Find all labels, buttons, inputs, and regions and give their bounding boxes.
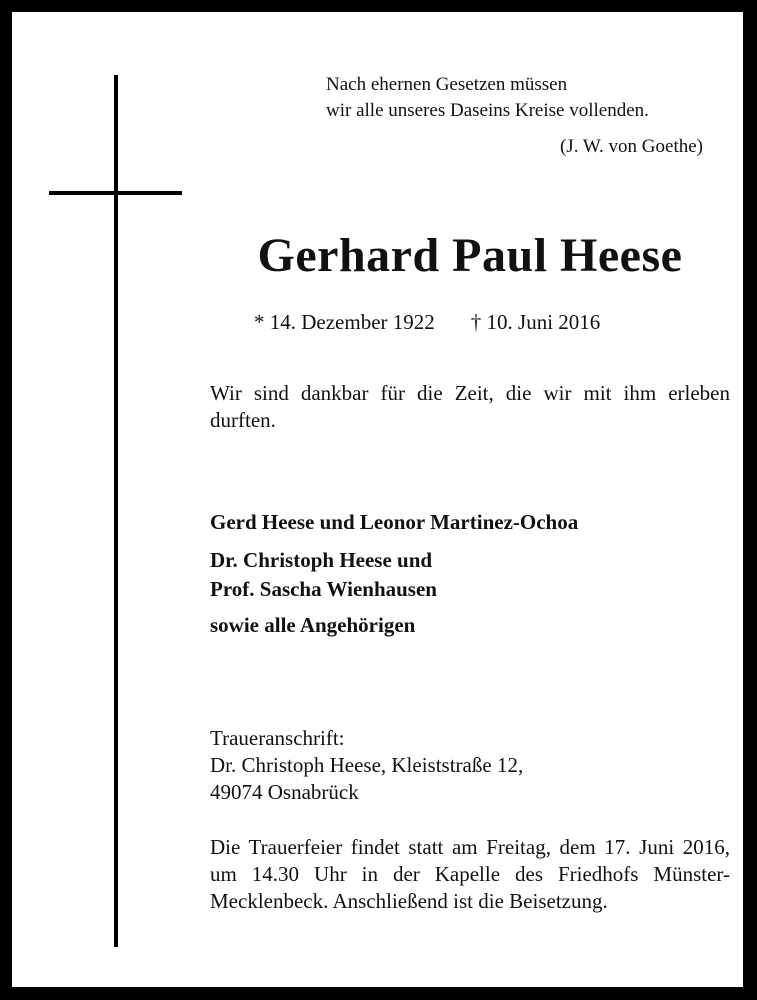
mourner: Gerd Heese und Leonor Martinez-Ochoa [210, 510, 579, 534]
address-line: 49074 Osnabrück [210, 780, 359, 804]
birth-date: * 14. Dezember 1922 [254, 310, 435, 334]
deceased-name: Gerhard Paul Heese [257, 229, 683, 282]
quote-author: (J. W. von Goethe) [559, 136, 703, 157]
cross-icon-horizontal [49, 191, 182, 195]
quote-line: wir alle unseres Daseins Kreise vollenden. [326, 100, 649, 121]
death-date: † 10. Juni 2016 [470, 310, 601, 334]
quote [326, 72, 649, 124]
address-line: Dr. Christoph Heese, Kleiststraße 12, [210, 753, 524, 777]
mourner: Prof. Sascha Wienhausen [210, 577, 437, 601]
quote-line: Nach ehernen Gesetzen müssen [326, 74, 568, 95]
thanks-text: Wir sind dankbar für die Zeit, die wir mit ihm erleben durften. [210, 381, 730, 432]
life-dates [254, 308, 600, 336]
ceremony-text: Die Trauerfeier findet statt am Freitag, dem 17. Juni 2016, um 14.30 Uhr in der Kapelle des Friedhofs Münster-Mecklenbeck. Anschließend ist die Beisetzung. [210, 835, 730, 913]
mourner-pair [210, 546, 730, 604]
cross-icon-vertical [114, 75, 118, 947]
mourner: Dr. Christoph Heese und [210, 548, 433, 572]
mourning-address [210, 725, 730, 806]
obituary-notice [12, 12, 743, 987]
mourners-list [210, 509, 730, 649]
mourner: sowie alle Angehörigen [210, 613, 416, 637]
address-label: Traueranschrift: [210, 726, 345, 750]
